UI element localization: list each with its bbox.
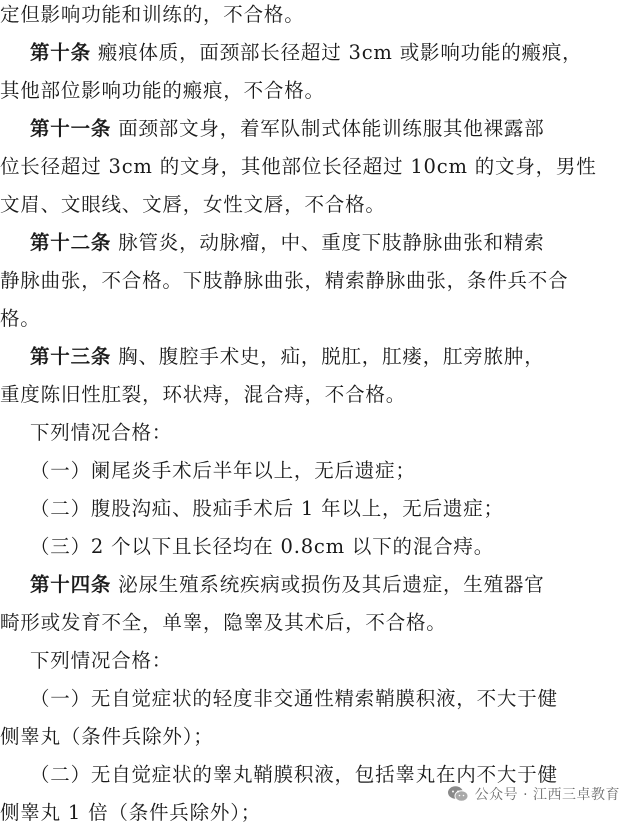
text-line: 重度陈旧性肛裂，环状痔，混合痔，不合格。	[0, 383, 407, 406]
list-item: （三）2 个以下且长径均在 0.8cm 以下的混合痔。	[30, 535, 495, 558]
text-line: 侧睾丸 1 倍（条件兵除外）；	[0, 801, 262, 824]
text-line: 下列情况合格：	[30, 421, 173, 444]
text-line: 其他部位影响功能的瘢痕，不合格。	[0, 79, 325, 102]
article-11-line: 第十一条 面颈部文身，着军队制式体能训练服其他裸露部	[30, 117, 545, 140]
text-line: 侧睾丸（条件兵除外）；	[0, 725, 214, 748]
text-line: 位长径超过 3cm 的文身，其他部位长径超过 10cm 的文身，男性	[0, 155, 597, 178]
article-heading: 第十条	[30, 41, 91, 64]
watermark	[447, 781, 620, 807]
watermark-text: 公众号 · 江西三卓教育	[474, 787, 620, 803]
article-12-line: 第十二条 脉管炎，动脉瘤，中、重度下肢静脉曲张和精索	[30, 231, 545, 254]
list-item: （二）无自觉症状的睾丸鞘膜积液，包括睾丸在内不大于健	[30, 763, 558, 786]
list-item: （一）无自觉症状的轻度非交通性精索鞘膜积液，不大于健	[30, 687, 558, 710]
text-line: 畸形或发育不全，单睾，隐睾及其术后，不合格。	[0, 611, 447, 634]
article-heading: 第十一条	[30, 117, 112, 140]
list-item: （二）腹股沟疝、股疝手术后 1 年以上，无后遗症；	[30, 497, 504, 520]
list-item: （一）阑尾炎手术后半年以上，无后遗症；	[30, 459, 416, 482]
article-13-line: 第十三条 胸、腹腔手术史，疝，脱肛，肛瘘，肛旁脓肿，	[30, 345, 545, 368]
article-10-line: 第十条 瘢痕体质，面颈部长径超过 3cm 或影响功能的瘢痕，	[30, 41, 583, 64]
wechat-icon	[447, 785, 469, 803]
text-line: 静脉曲张，不合格。下肢静脉曲张，精索静脉曲张，条件兵不合	[0, 269, 569, 292]
article-heading: 第十三条	[30, 345, 112, 368]
article-14-line: 第十四条 泌尿生殖系统疾病或损伤及其后遗症，生殖器官	[30, 573, 545, 596]
text-line: 文眉、文眼线、文唇，女性文唇，不合格。	[0, 193, 386, 216]
text-line: 定但影响功能和训练的，不合格。	[0, 3, 305, 26]
article-heading: 第十二条	[30, 231, 112, 254]
text-line: 格。	[0, 307, 41, 330]
text-line: 下列情况合格：	[30, 649, 173, 672]
article-heading: 第十四条	[30, 573, 112, 596]
